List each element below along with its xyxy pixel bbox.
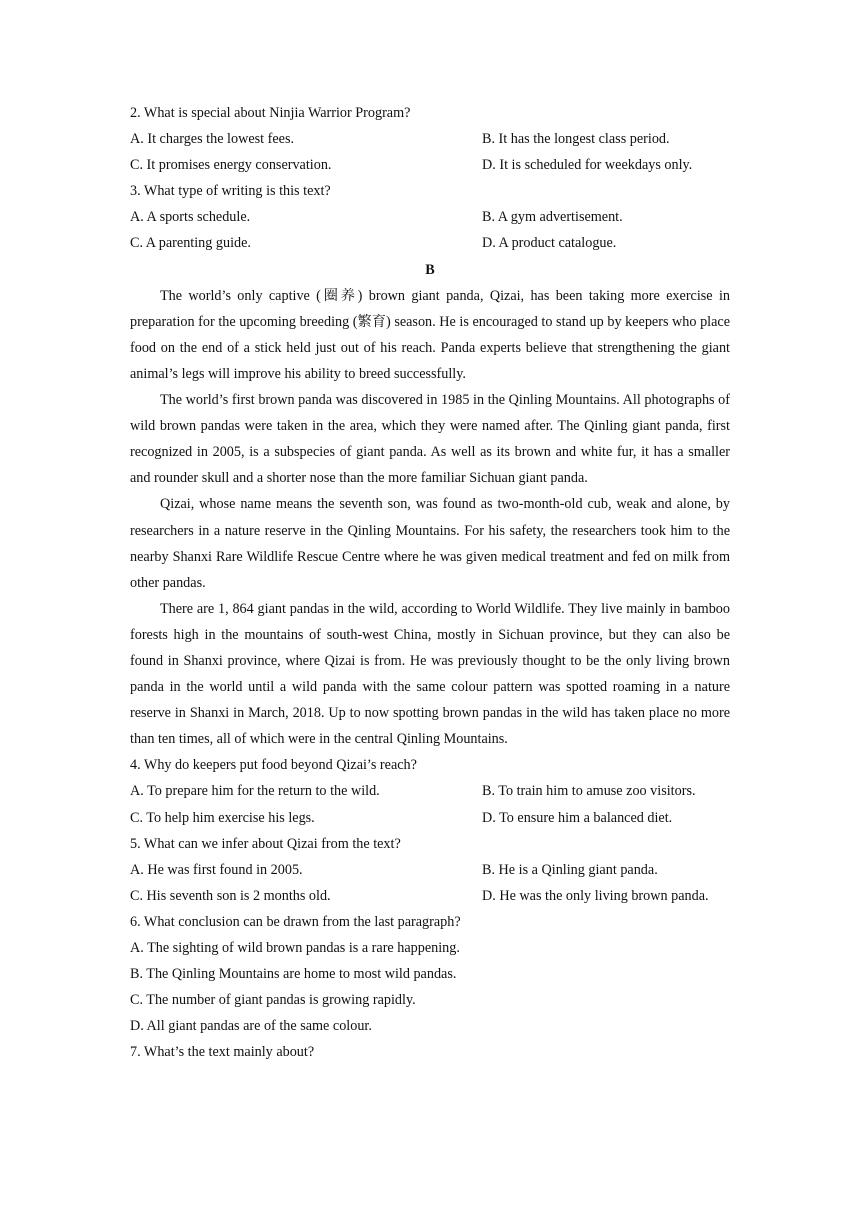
question-stem: 5. What can we infer about Qizai from the text? xyxy=(130,835,401,852)
option-a: A. To prepare him for the return to the wild. xyxy=(130,783,380,800)
option-row xyxy=(130,152,730,178)
option-d: D. It is scheduled for weekdays only. xyxy=(482,157,693,174)
option-row xyxy=(130,883,730,909)
option-c: C. The number of giant pandas is growing rapidly. xyxy=(130,992,416,1009)
question-stem: 7. What’s the text mainly about? xyxy=(130,1044,315,1061)
option-a: A. It charges the lowest fees. xyxy=(130,131,295,148)
question-stem: 6. What conclusion can be drawn from the last paragraph? xyxy=(130,913,461,930)
option-d: D. All giant pandas are of the same colour. xyxy=(130,1018,372,1035)
option-row xyxy=(130,805,730,831)
option-a: A. He was first found in 2005. xyxy=(130,861,303,878)
option-row xyxy=(130,126,730,152)
option-d: D. He was the only living brown panda. xyxy=(482,887,709,904)
option-b: B. It has the longest class period. xyxy=(482,131,670,148)
option-c: C. His seventh son is 2 months old. xyxy=(130,887,331,904)
passage-paragraph: Qizai, whose name means the seventh son, was found as two-month-old cub, weak and alone, by researchers in a nature reserve in the Qinling Mountains. For his safety, the researchers took him to the nearby Shanxi Rare Wildlife Rescue Centre where he was given medical treatment and fed on milk from other pandas. xyxy=(130,496,730,591)
option-row xyxy=(130,204,730,230)
option-row xyxy=(130,778,730,804)
option-a: A. The sighting of wild brown pandas is a rare happening. xyxy=(130,940,460,956)
option-c: C. It promises energy conservation. xyxy=(130,157,332,174)
section-title: B xyxy=(425,261,435,278)
option-d: D. To ensure him a balanced diet. xyxy=(482,809,673,826)
passage-paragraph: The world’s first brown panda was discovered in 1985 in the Qinling Mountains. All photographs of wild brown pandas were taken in the area, which they were named after. The Qinling giant panda, first recognized in 2005, is a subspecies of giant panda. As well as its brown and white fur, it has a smaller and rounder skull and a shorter nose than the more familiar Sichuan giant panda. xyxy=(130,392,730,487)
question-stem: 3. What type of writing is this text? xyxy=(130,183,331,200)
option-b: B. The Qinling Mountains are home to most wild pandas. xyxy=(130,966,457,983)
option-d: D. A product catalogue. xyxy=(482,235,617,252)
option-b: B. He is a Qinling giant panda. xyxy=(482,861,658,878)
passage-paragraph: The world’s only captive (圈养) brown giant panda, Qizai, has been taking more exercise in preparation for the upcoming breeding (繁育) season. He is encouraged to stand up by keepers who place food on the end of a stick held just out of his reach. Panda experts believe that strengthening the giant animal’s legs will improve his ability to breed successfully. xyxy=(130,287,730,382)
option-row xyxy=(130,857,730,883)
option-c: C. A parenting guide. xyxy=(130,235,251,252)
option-b: B. A gym advertisement. xyxy=(482,209,623,226)
option-c: C. To help him exercise his legs. xyxy=(130,809,315,826)
option-b: B. To train him to amuse zoo visitors. xyxy=(482,783,696,800)
question-stem: 2. What is special about Ninjia Warrior Program? xyxy=(130,105,411,121)
question-stem: 4. Why do keepers put food beyond Qizai’s reach? xyxy=(130,757,417,774)
option-a: A. A sports schedule. xyxy=(130,209,251,226)
exam-page xyxy=(130,100,730,1065)
passage-paragraph: There are 1, 864 giant pandas in the wild, according to World Wildlife. They live mainly in bamboo forests high in the mountains of south-west China, mostly in Sichuan province, but they can also be found in Shanxi province, where Qizai is from. He was previously thought to be the only living brown panda in the world until a wild panda with the same colour pattern was spotted roaming in a nature reserve in Shanxi in March, 2018. Up to now spotting brown pandas in the wild has taken place no more than ten times, all of which were in the central Qinling Mountains. xyxy=(130,600,730,748)
option-row xyxy=(130,230,730,256)
